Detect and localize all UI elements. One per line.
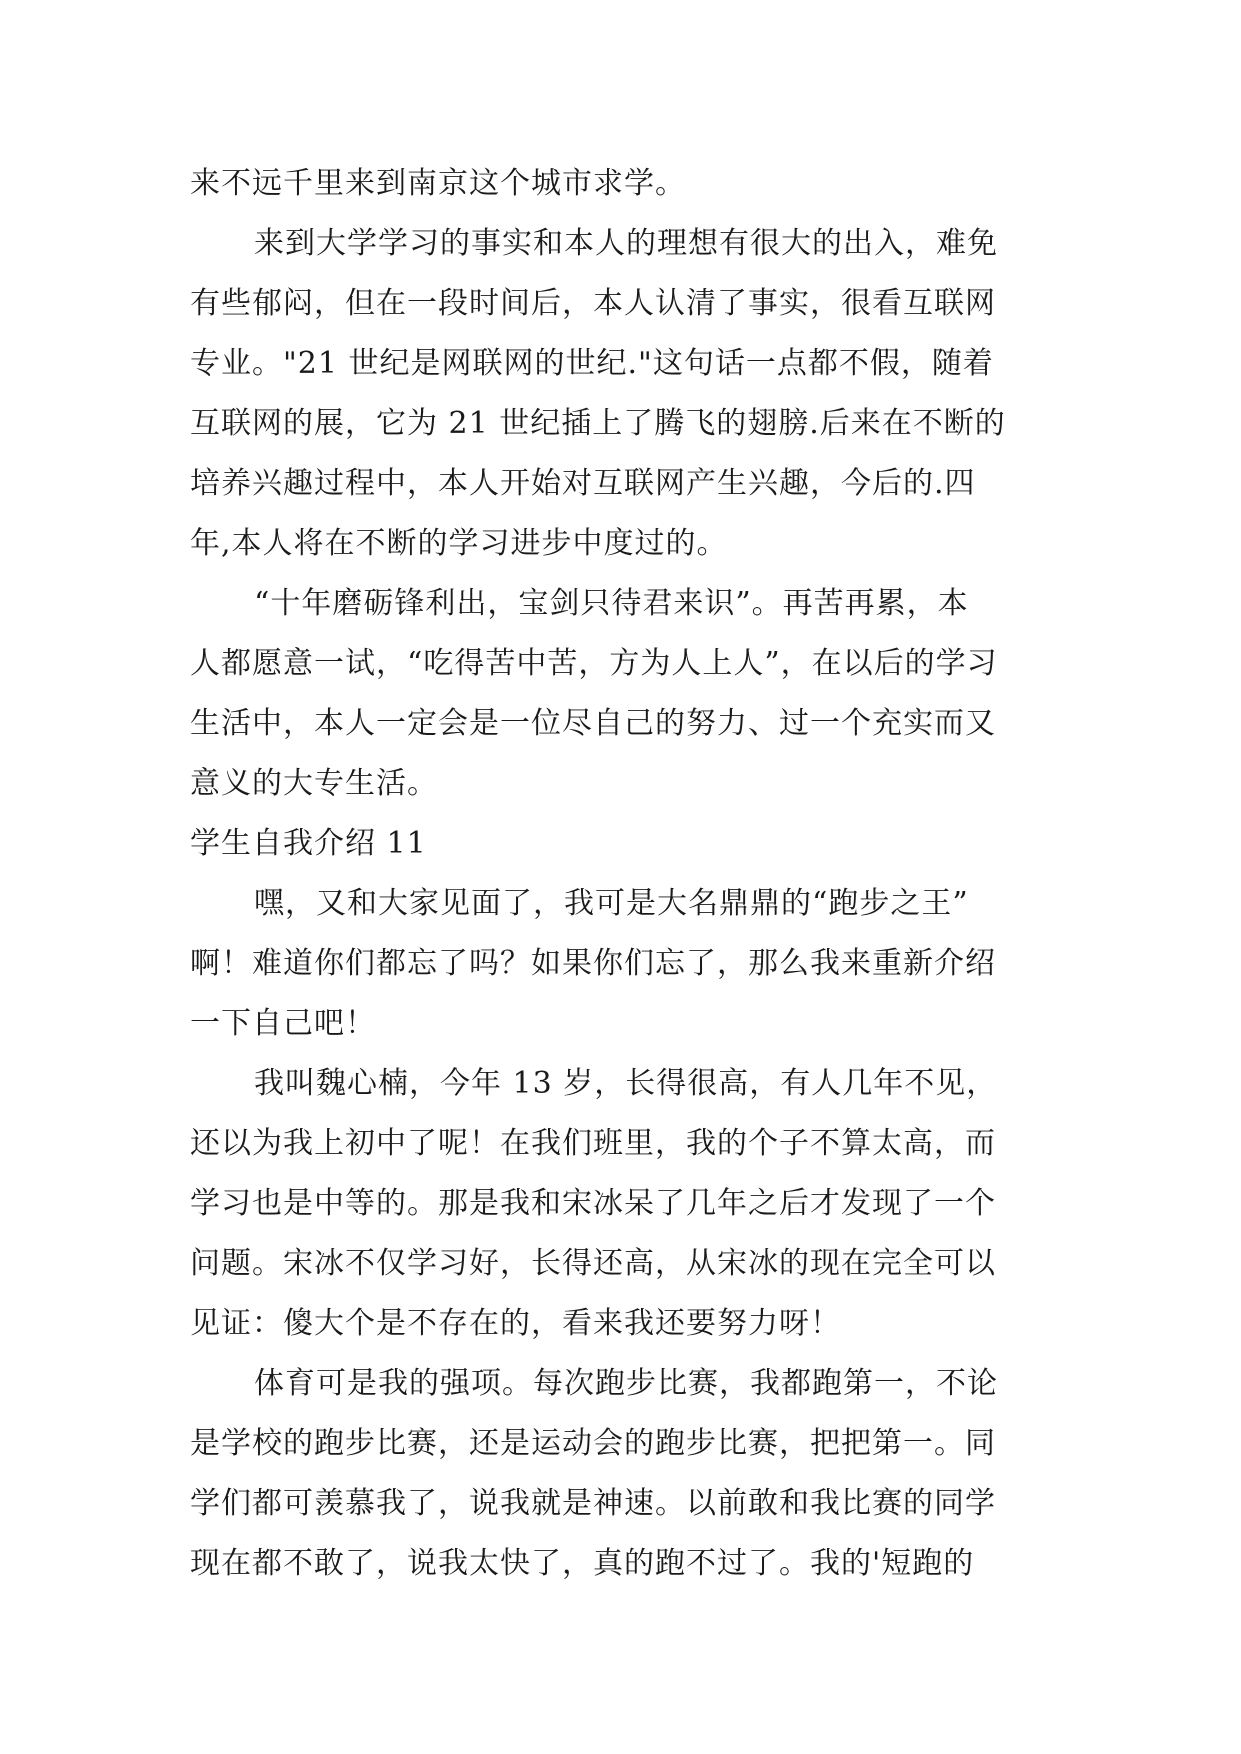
text-line: 见证：傻大个是不存在的，看来我还要努力呀！ xyxy=(190,1306,841,1341)
text-line: 现在都不敢了，说我太快了，真的跑不过了。我的'短跑的 xyxy=(190,1546,975,1581)
paragraph-start-line: “十年磨砺锋利出，宝剑只待君来识”。再苦再累，本 xyxy=(254,586,969,621)
text-line: 来不远千里来到南京这个城市求学。 xyxy=(190,166,686,201)
text-line: 学习也是中等的。那是我和宋冰呆了几年之后才发现了一个 xyxy=(190,1186,996,1221)
paragraph-start-line: 嘿，又和大家见面了，我可是大名鼎鼎的“跑步之王” xyxy=(254,886,969,921)
paragraph-start-line: 来到大学学习的事实和本人的理想有很大的出入，难免 xyxy=(254,226,998,261)
text-line: 意义的大专生活。 xyxy=(190,766,438,801)
paragraph-start-line: 我叫魏心楠，今年 13 岁，长得很高，有人几年不见， xyxy=(254,1066,998,1101)
text-line: 还以为我上初中了呢！在我们班里，我的个子不算太高，而 xyxy=(190,1126,996,1161)
text-line: 专业。"21 世纪是网联网的世纪."这句话一点都不假，随着 xyxy=(190,346,994,381)
text-line: 生活中，本人一定会是一位尽自己的努力、过一个充实而又 xyxy=(190,706,996,741)
text-line: 是学校的跑步比赛，还是运动会的跑步比赛，把把第一。同 xyxy=(190,1426,996,1461)
section-heading: 学生自我介绍 11 xyxy=(190,826,427,861)
text-line: 培养兴趣过程中，本人开始对互联网产生兴趣，今后的.四 xyxy=(190,466,976,501)
text-line: 互联网的展，它为 21 世纪插上了腾飞的翅膀.后来在不断的 xyxy=(190,406,1006,441)
paragraph-start-line: 体育可是我的强项。每次跑步比赛，我都跑第一，不论 xyxy=(254,1366,998,1401)
text-line: 学们都可羡慕我了，说我就是神速。以前敢和我比赛的同学 xyxy=(190,1486,996,1521)
text-line: 年,本人将在不断的学习进步中度过的。 xyxy=(190,526,728,561)
text-line: 人都愿意一试，“吃得苦中苦，方为人上人”，在以后的学习 xyxy=(190,646,998,681)
text-line: 一下自己吧！ xyxy=(190,1006,376,1041)
text-line: 啊！难道你们都忘了吗？如果你们忘了，那么我来重新介绍 xyxy=(190,946,996,981)
text-line: 问题。宋冰不仅学习好，长得还高，从宋冰的现在完全可以 xyxy=(190,1246,996,1281)
text-line: 有些郁闷，但在一段时间后，本人认清了事实，很看互联网 xyxy=(190,286,996,321)
